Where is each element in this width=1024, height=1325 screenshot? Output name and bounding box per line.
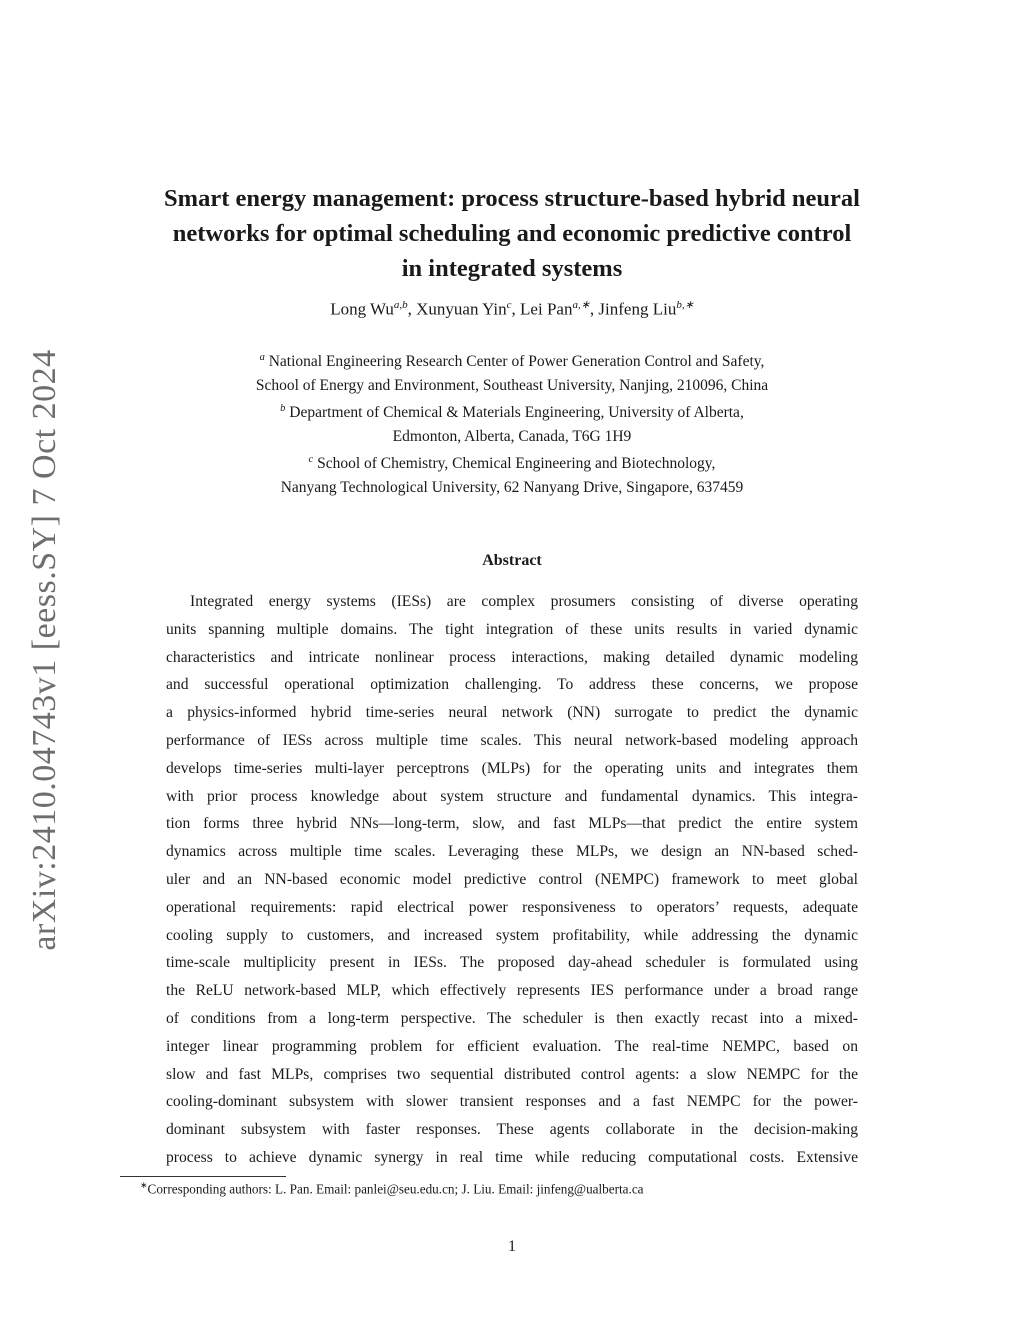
abstract-line: process to achieve dynamic synergy in real time while reducing computational costs. Extensive	[166, 1148, 858, 1166]
title-line: networks for optimal scheduling and economic predictive control	[172, 220, 852, 247]
title-line: in integrated systems	[401, 255, 623, 282]
abstract-line: time-scale multiplicity present in IESs. The proposed day-ahead scheduler is formulated using	[166, 954, 858, 972]
affiliation-text: School of Chemistry, Chemical Engineering and Biotechnology,	[313, 455, 716, 473]
author-separator: ,	[589, 299, 599, 319]
affiliation-mark: c	[308, 454, 314, 466]
abstract-line: a physics-informed hybrid time-series neural network (NN) surrogate to predict the dynamic	[166, 704, 858, 722]
affiliation-line: School of Energy and Environment, Southeast University, Nanjing, 210096, China	[255, 376, 769, 394]
abstract-heading: Abstract	[482, 552, 542, 569]
author-separator: ,	[511, 299, 521, 319]
abstract-line: cooling supply to customers, and increased system profitability, while addressing the dynamic	[166, 926, 858, 944]
author-name: Xunyuan Yin	[416, 299, 507, 319]
footnote-divider	[120, 1176, 286, 1177]
author-affil-mark: b,∗	[676, 299, 694, 311]
abstract-line: integer linear programming problem for efficient evaluation. The real-time NEMPC, based on	[166, 1037, 858, 1055]
paper-title	[100, 181, 924, 286]
abstract-body	[166, 588, 858, 1172]
abstract-line: cooling-dominant subsystem with slower transient responses and a fast NEMPC for the power-	[166, 1093, 858, 1111]
page-number: 1	[508, 1238, 516, 1255]
author-affil-mark: c	[506, 299, 512, 311]
arxiv-side-stamp: arXiv:2410.04743v1 [eess.SY] 7 Oct 2024	[26, 349, 63, 951]
abstract-line: slow and fast MLPs, comprises two sequential distributed control agents: a slow NEMPC for the	[166, 1065, 858, 1083]
author-name: Jinfeng Liu	[598, 299, 677, 319]
abstract-line: performance of IESs across multiple time scales. This neural network-based modeling approach	[166, 731, 858, 749]
abstract-line: operational requirements: rapid electrical power responsiveness to operators’ requests, adequate	[166, 898, 858, 916]
author-affil-mark: a,∗	[572, 299, 590, 311]
affiliation-text: Department of Chemical & Materials Engineering, University of Alberta,	[285, 404, 744, 422]
abstract-line: of conditions from a long-term perspective. The scheduler is then exactly recast into a mixed-	[166, 1009, 858, 1027]
abstract-line: characteristics and intricate nonlinear process interactions, making detailed dynamic modeling	[166, 648, 858, 666]
author-separator: ,	[407, 299, 417, 319]
affiliation-line	[100, 346, 924, 374]
author-list	[100, 298, 924, 320]
abstract-line: uler and an NN-based economic model predictive control (NEMPC) framework to meet global	[166, 870, 858, 888]
abstract-line: units spanning multiple domains. The tight integration of these units results in varied dynamic	[166, 620, 858, 638]
affiliation-mark: a	[259, 352, 265, 363]
abstract-line: tion forms three hybrid NNs—long-term, slow, and fast MLPs—that predict the entire system	[166, 815, 858, 833]
abstract-line: Integrated energy systems (IESs) are complex prosumers consisting of diverse operating	[190, 593, 858, 610]
footnote	[140, 1180, 644, 1197]
affiliation-line	[100, 397, 924, 425]
abstract-line: with prior process knowledge about system structure and fundamental dynamics. This integra-	[166, 787, 858, 805]
affiliations	[100, 346, 924, 499]
title-line: Smart energy management: process structure-based hybrid neural	[164, 185, 860, 212]
footnote-mark: ∗	[140, 1180, 148, 1190]
abstract-line: dynamics across multiple time scales. Leveraging these MLPs, we design an NN-based sched-	[166, 843, 858, 861]
abstract-line: the ReLU network-based MLP, which effectively represents IES performance under a broad range	[166, 982, 858, 1000]
author-name: Long Wu	[330, 299, 394, 319]
author-affil-mark: a,b	[393, 299, 408, 311]
abstract-line: and successful operational optimization challenging. To address these concerns, we propose	[166, 676, 858, 694]
affiliation-text: National Engineering Research Center of Power Generation Control and Safety,	[264, 353, 765, 371]
affiliation-line: Nanyang Technological University, 62 Nanyang Drive, Singapore, 637459	[280, 478, 744, 496]
affiliation-line: Edmonton, Alberta, Canada, T6G 1H9	[392, 427, 632, 445]
abstract-line: develops time-series multi-layer perceptrons (MLPs) for the operating units and integrates them	[166, 759, 858, 777]
affiliation-line	[100, 448, 924, 476]
affiliation-mark: b	[280, 403, 286, 415]
author-name: Lei Pan	[520, 299, 573, 319]
footnote-text: Corresponding authors: L. Pan. Email: panlei@seu.edu.cn; J. Liu. Email: jinfeng@ualberta.ca	[147, 1181, 644, 1197]
abstract-line: dominant subsystem with faster responses. These agents collaborate in the decision-making	[166, 1121, 858, 1139]
